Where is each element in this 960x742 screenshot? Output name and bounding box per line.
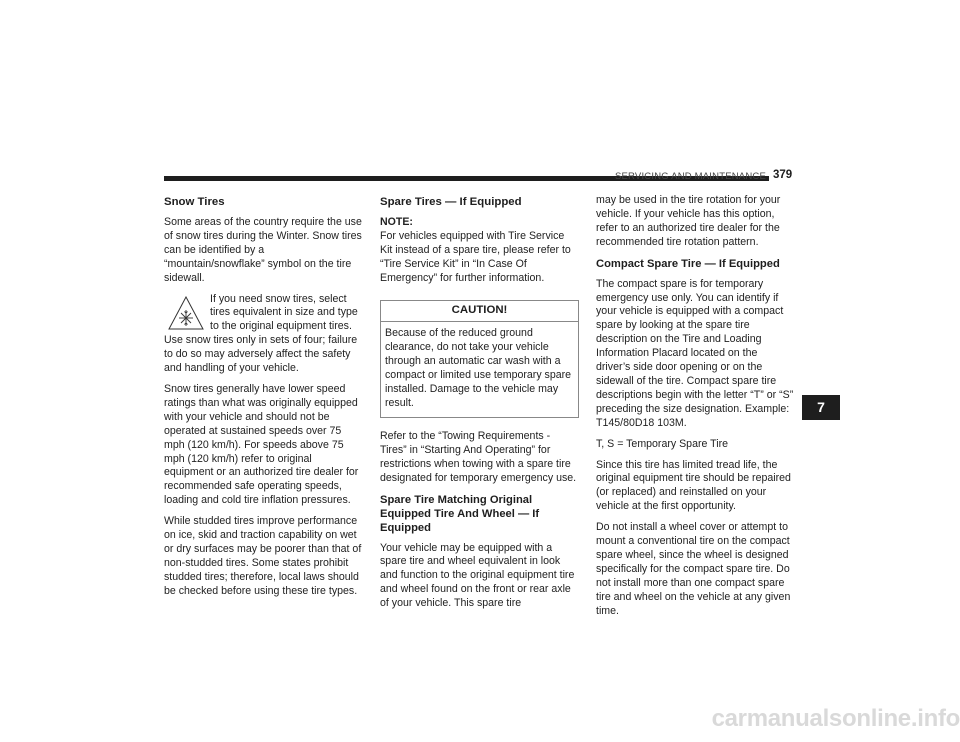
matching-spare-heading: Spare Tire Matching Original Equipped Tire And Wheel — If Equipped: [380, 493, 540, 534]
column-2: [380, 195, 578, 618]
caution-text: Because of the reduced ground clearance, do not take your vehicle through an automatic car wash with a compact or limited use temporary spare installed. Damage to the vehicle may result.: [385, 327, 572, 409]
column-3: [596, 194, 794, 625]
note-label: NOTE:: [380, 216, 413, 228]
caution-box: [380, 300, 579, 418]
snow-tires-intro: Some areas of the country require the use of snow tires during the Winter. Snow tires can be identified by a “mountain/snowflake” symbol on the tire sidewall.: [164, 216, 362, 284]
spare-tires-heading: Spare Tires — If Equipped: [380, 196, 522, 208]
mountain-snowflake-icon: [168, 296, 204, 330]
studded-tires: While studded tires improve performance on ice, skid and traction capability on wet or dry surfaces may be poorer than that of non-studded tires. Some states prohibit studded tires; therefore, local laws should be checked before using these tire types.: [164, 515, 362, 597]
watermark: carmanualsonline.info: [711, 705, 960, 732]
snow-tire-advice: [164, 293, 362, 376]
note-text: For vehicles equipped with Tire Service Kit instead of a spare tire, please refer to “Tire Service Kit” in “In Case Of Emergency” for further information.: [380, 229, 571, 284]
towing-reference: Refer to the “Towing Requirements - Tires” in “Starting And Operating” for restrictions when towing with a spare tire designated for temporary emergency use.: [380, 429, 577, 484]
section-title: SERVICING AND MAINTENANCE: [614, 171, 766, 182]
column-1: [164, 195, 362, 606]
compact-spare-heading: Compact Spare Tire — If Equipped: [596, 257, 780, 270]
matching-spare-text: Your vehicle may be equipped with a spare tire and wheel equivalent in look and function to the original equipment tire and wheel found on the front or rear axle of your vehicle. This spare tire: [380, 541, 575, 610]
page-number: 379: [773, 169, 793, 181]
matching-spare-continued: may be used in the tire rotation for your vehicle. If your vehicle has this option, refer to an authorized tire dealer for the recommended tire rotation pattern.: [596, 194, 781, 248]
compact-spare-definition: T, S = Temporary Spare Tire: [596, 437, 728, 450]
compact-spare-identify: The compact spare is for temporary emergency use only. You can identify if your vehicle is equipped with a compact spare by looking at the spare tire description on the Tire and Loading Information Placard located on the driver’s side door opening or on the sidewall of the tire. Compact spare tire descriptions begin with the letter “T” or “S” preceding the size designation. Example: T145/80D18 103M.: [596, 277, 794, 429]
caution-title: CAUTION!: [381, 301, 578, 323]
compact-spare-repair: Since this tire has limited tread life, the original equipment tire should be repaired (or replaced) and reinstalled on your vehicle at the first opportunity.: [596, 458, 791, 513]
chapter-tab: 7: [802, 395, 840, 420]
compact-spare-warning: Do not install a wheel cover or attempt to mount a conventional tire on the compact spare wheel, since the wheel is designed specifically for the compact spare tire. Do not install more than one compact spare tire and wheel on the vehicle at any given time.: [596, 521, 791, 617]
snow-tires-heading: Snow Tires: [164, 196, 225, 208]
snow-tires-speed: Snow tires generally have lower speed ratings than what was originally equipped with your vehicle and should not be operated at sustained speeds over 75 mph (120 km/h). For speeds above 75 mph (120 km/h) refer to original equipment or an authorized tire dealer for recommended safe operating speeds, loading and cold tire inflation pressures.: [164, 382, 359, 507]
note: [380, 216, 578, 286]
snow-tires-selection: If you need snow tires, select tires equivalent in size and type to the original equipment tires. Use snow tires only in sets of four; failure to do so may adversely affect the safety and handling of your vehicle.: [164, 292, 358, 375]
